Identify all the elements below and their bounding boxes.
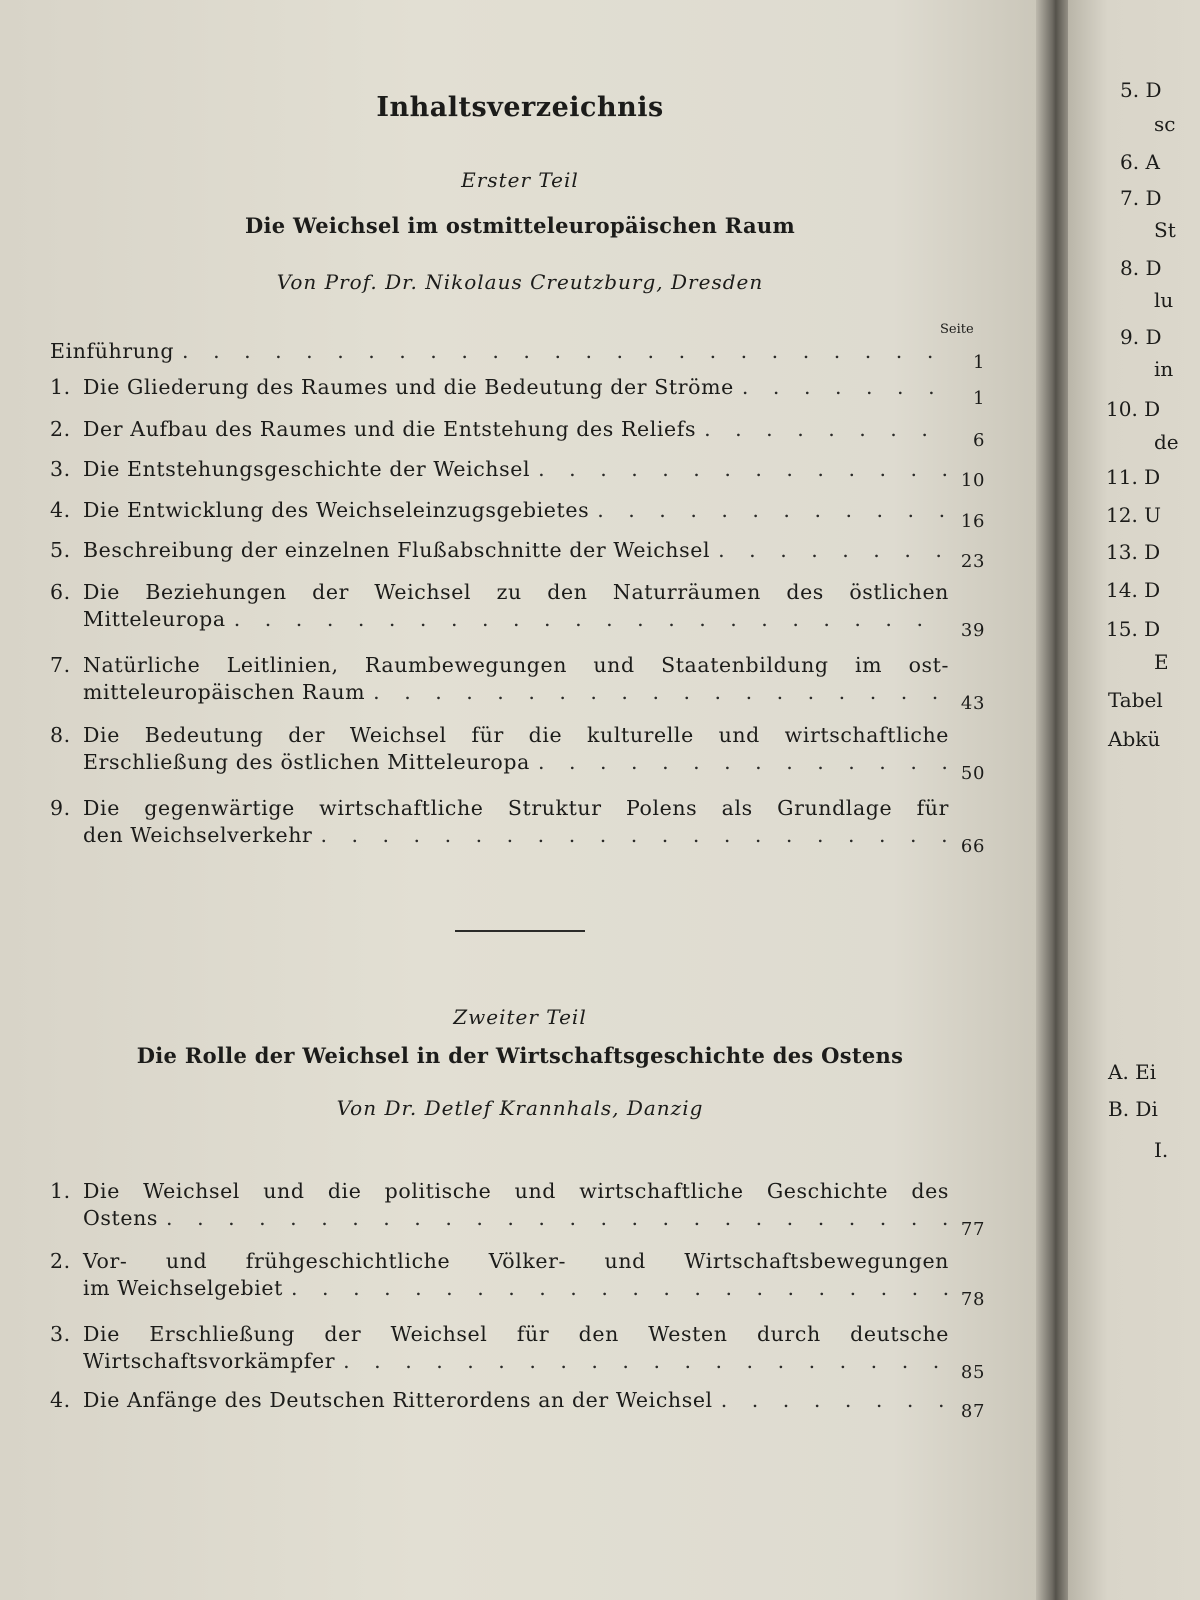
leader-dots — [718, 537, 949, 564]
right-page-fragment: 9. D — [1120, 325, 1162, 349]
toc-entry-number: 1. — [50, 375, 71, 399]
toc-entry-text: Die Weichsel und die politische und wirtschaftliche Geschichte des — [83, 1179, 949, 1203]
toc-entry — [50, 537, 985, 572]
toc-entry-page: 85 — [960, 1362, 985, 1383]
toc-entry-number: 3. — [50, 457, 71, 481]
page-title: Inhaltsverzeichnis — [376, 92, 664, 123]
toc-entry-text: Natürliche Leitlinien, Raumbewegungen und Staatenbildung im ost- — [83, 653, 949, 677]
leader-dots — [597, 497, 949, 524]
toc-entry-text: Ostens — [83, 1206, 159, 1230]
toc-entry-text: Die Entwicklung des Weichseleinzugsgebietes — [83, 498, 590, 522]
toc-entry-text: Die Gliederung des Raumes und die Bedeutung der Ströme — [83, 375, 734, 399]
toc-entry-number: 4. — [50, 498, 71, 522]
right-page-fragment: 6. A — [1120, 150, 1160, 174]
part2-author: Von Dr. Detlef Krannhals, Danzig — [336, 1096, 704, 1120]
toc-entry — [50, 1178, 985, 1240]
toc-entry — [50, 652, 985, 714]
leader-dots — [320, 822, 949, 849]
toc-entry-page: 16 — [960, 511, 985, 532]
toc-entry-text: Der Aufbau des Raumes und die Entstehung des Reliefs — [83, 417, 697, 441]
leader-dots — [742, 374, 949, 401]
toc-entry-text: Erschließung des östlichen Mitteleuropa — [83, 750, 530, 774]
part1-author: Von Prof. Dr. Nikolaus Creutzburg, Dresden — [276, 270, 764, 294]
toc-entry — [50, 1321, 985, 1383]
toc-entry-number: 2. — [50, 1249, 71, 1273]
right-page-fragment: 14. D — [1106, 578, 1161, 602]
toc-entry-text: Die Entstehungsgeschichte der Weichsel — [83, 457, 531, 481]
toc-entry-number: 2. — [50, 417, 71, 441]
toc-entry-number: 5. — [50, 538, 71, 562]
part1-heading: Die Weichsel im ostmitteleuropäischen Raum — [245, 213, 795, 238]
toc-entry — [50, 579, 985, 641]
right-page-fragment: 8. D — [1120, 256, 1162, 280]
right-page — [1068, 0, 1200, 1600]
right-page-fragment: 11. D — [1106, 465, 1161, 489]
part1-label: Erster Teil — [461, 168, 579, 192]
right-page-fragment: de — [1154, 430, 1179, 454]
toc-entry-number: 4. — [50, 1388, 71, 1412]
toc-entry-page: 77 — [960, 1219, 985, 1240]
right-page-fragment: lu — [1154, 288, 1174, 312]
toc-entry-page: 1 — [972, 352, 985, 373]
right-page-fragment: 13. D — [1106, 540, 1161, 564]
toc-entry-number: 9. — [50, 796, 71, 820]
right-page-fragment: I. — [1154, 1138, 1169, 1162]
toc-entry-number: 6. — [50, 580, 71, 604]
book-gutter — [1036, 0, 1072, 1600]
right-page-fragment: 10. D — [1106, 397, 1161, 421]
toc-entry-text: Die gegenwärtige wirtschaftliche Struktur Polens als Grundlage für — [83, 796, 949, 820]
right-page-fragment: sc — [1154, 112, 1176, 136]
toc-entry-page: 78 — [960, 1289, 985, 1310]
toc-entry-number: 3. — [50, 1322, 71, 1346]
leader-dots — [373, 679, 949, 706]
toc-entry-text: Mitteleuropa — [83, 607, 226, 631]
toc-entry-text: Die Bedeutung der Weichsel für die kulturelle und wirtschaftliche — [83, 723, 949, 747]
section-divider — [455, 930, 585, 932]
toc-entry-page: 50 — [960, 763, 985, 784]
right-page-fragment: in — [1154, 357, 1174, 381]
leader-dots — [538, 456, 949, 483]
leader-dots — [343, 1348, 949, 1375]
toc-entry-text: Einführung — [50, 339, 175, 363]
toc-entry-number: 8. — [50, 723, 71, 747]
toc-entry — [50, 416, 985, 451]
toc-entry-page: 1 — [972, 388, 985, 409]
toc-entry-number: 1. — [50, 1179, 71, 1203]
toc-entry-text: den Weichselverkehr — [83, 823, 313, 847]
toc-entry-text: Die Erschließung der Weichsel für den Westen durch deutsche — [83, 1322, 949, 1346]
toc-entry-text: Die Anfänge des Deutschen Ritterordens an der Weichsel — [83, 1388, 713, 1412]
toc-entry — [50, 1387, 985, 1422]
right-page-fragment: 5. D — [1120, 78, 1162, 102]
leader-dots — [166, 1205, 949, 1232]
right-page-fragment: Tabel — [1108, 688, 1163, 712]
toc-entry — [50, 795, 985, 857]
toc-entry — [50, 374, 985, 409]
toc-entry-text: Die Beziehungen der Weichsel zu den Naturräumen des östlichen — [83, 580, 949, 604]
right-page-fragment: 12. U — [1106, 503, 1162, 527]
right-page-fragment: St — [1154, 218, 1176, 242]
toc-entry-text: mitteleuropäischen Raum — [83, 680, 366, 704]
toc-entry — [50, 497, 985, 532]
leader-dots — [291, 1275, 949, 1302]
leader-dots — [234, 606, 949, 633]
toc-entry-page: 23 — [960, 551, 985, 572]
right-page-fragment: E — [1154, 650, 1169, 674]
leader-dots — [721, 1387, 949, 1414]
toc-entry-text: im Weichselgebiet — [83, 1276, 283, 1300]
toc-entry — [50, 1248, 985, 1310]
leader-dots — [182, 338, 949, 365]
toc-entry-text: Wirtschaftsvorkämpfer — [83, 1349, 336, 1373]
toc-entry — [50, 722, 985, 784]
toc-entry-page: 10 — [960, 470, 985, 491]
part2-label: Zweiter Teil — [453, 1005, 587, 1029]
right-page-fragment: B. Di — [1108, 1097, 1158, 1121]
right-page-fragment: Abkü — [1108, 727, 1161, 751]
toc-entry-page: 66 — [960, 836, 985, 857]
leader-dots — [538, 749, 949, 776]
toc-entry-page: 39 — [960, 620, 985, 641]
leader-dots — [704, 416, 949, 443]
toc-entry-page: 43 — [960, 693, 985, 714]
part2-heading: Die Rolle der Weichsel in der Wirtschaftsgeschichte des Ostens — [136, 1043, 904, 1068]
right-page-fragment: 7. D — [1120, 186, 1162, 210]
toc-entry-text: Vor- und frühgeschichtliche Völker- und Wirtschaftsbewegungen — [83, 1249, 949, 1273]
toc-entry-page: 6 — [972, 430, 985, 451]
toc-entry-text: Beschreibung der einzelnen Flußabschnitte der Weichsel — [83, 538, 711, 562]
toc-entry — [50, 338, 985, 373]
seite-label: Seite — [940, 322, 974, 337]
toc-entry — [50, 456, 985, 491]
right-page-fragment: 15. D — [1106, 617, 1161, 641]
toc-entry-page: 87 — [960, 1401, 985, 1422]
right-page-fragment: A. Ei — [1108, 1060, 1157, 1084]
toc-entry-number: 7. — [50, 653, 71, 677]
